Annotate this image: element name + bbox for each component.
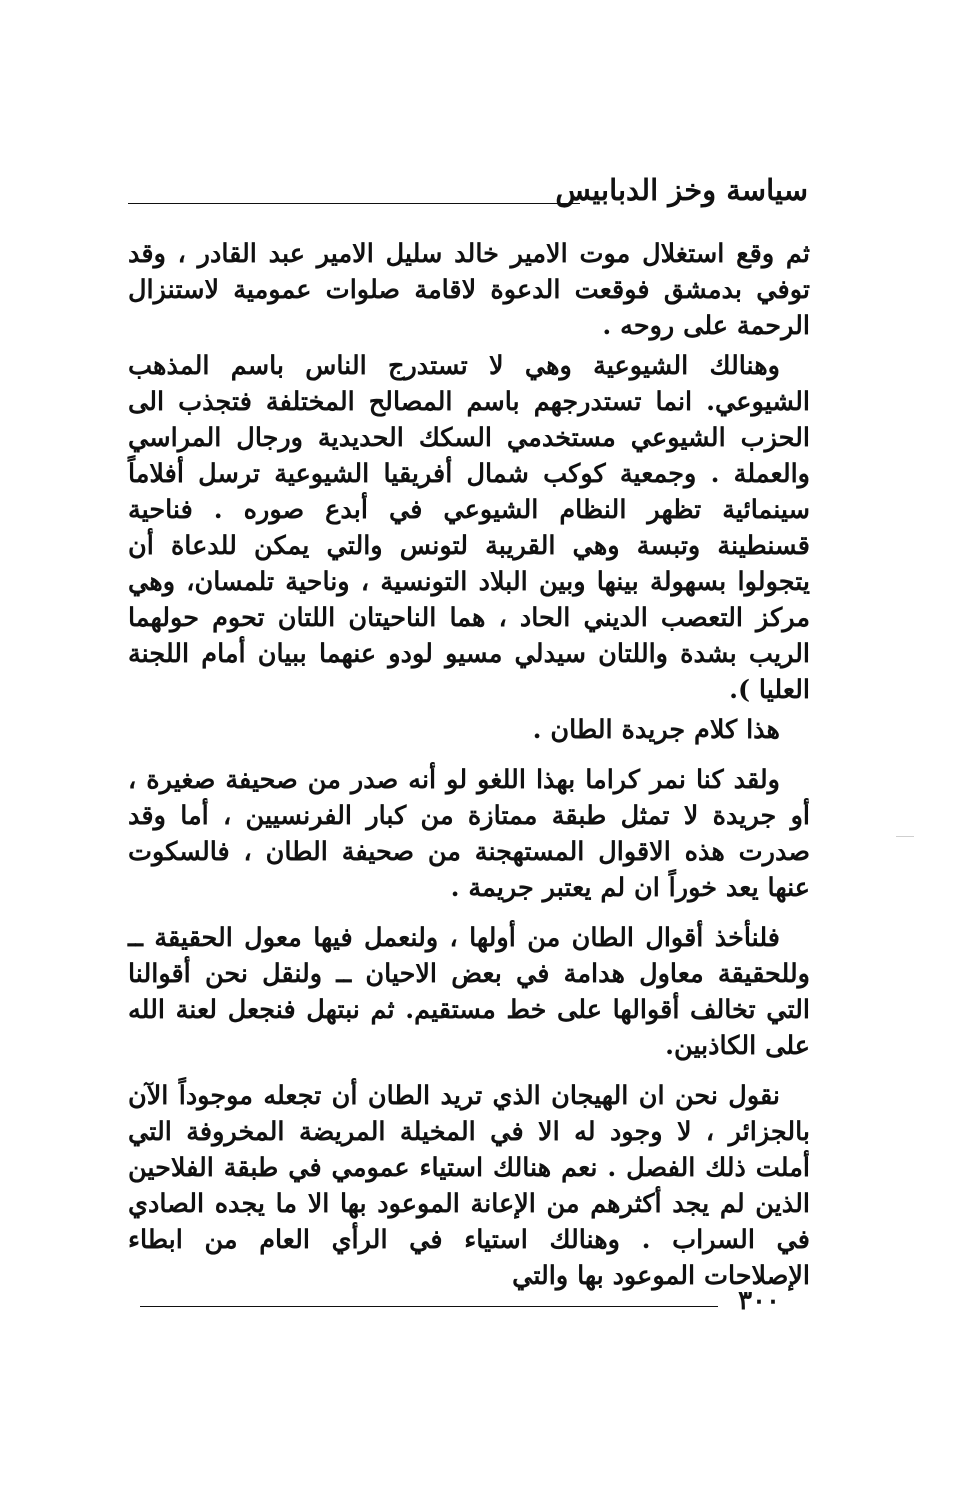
paragraph: نقول نحن ان الهيجان الذي تريد الطان أن تجعله موجوداً الآن بالجزائر ، لا وجود له الا في المخيلة المريضة المخروفة التي أملت ذلك الفصل . نعم هنالك استياء عمومي في طبقة الفلاحين الذين لم يجد أكثرهم من الإعانة الموعود بها الا ما يجده الصادي في السراب . وهنالك استياء في الرأي العام من ابطاء الإصلاحات الموعود بها والتي xyxy=(128,1081,810,1291)
paragraph: ولقد كنا نمر كراما بهذا اللغو لو أنه صدر من صحيفة صغيرة ، أو جريدة لا تمثل طبقة ممتازة من كبار الفرنسيين ، أما وقد صدرت هذه الاقوال المستهجنة من صحيفة الطان ، فالسكوت عنها يعد خوراً ان لم يعتبر جريمة . xyxy=(128,765,810,903)
page-number: ٣٠٠ xyxy=(738,1286,780,1316)
page-header xyxy=(128,172,808,212)
paragraph: وهنالك الشيوعية وهي لا تستدرج الناس باسم المذهب الشيوعي. انما تستدرجهم باسم المصالح المختلفة فتجذب الى الحزب الشيوعي مستخدمي السكك الحديدية ورجال المراسي والعملة . وجمعية كوكب شمال أفريقيا الشيوعية ترسل أفلاماً سينمائية تظهر النظام الشيوعي في أبدع صوره . فناحية قسنطينة وتبسة وهي القريبة لتونس والتي يمكن للدعاة أن يتجولوا بسهولة بينها وبين البلاد التونسية ، وناحية تلمسان، وهي مركز التعصب الديني الحاد ، هما الناحيتان اللتان تحوم حولهما الريب بشدة واللتان سيدلي مسيو لودو عنهما ببيان أمام اللجنة العليا ). xyxy=(128,351,810,705)
margin-mark xyxy=(896,836,914,837)
paragraph: ثم وقع استغلال موت الامير خالد سليل الامير عبد القادر ، وقد توفي بدمشق فوقعت الدعوة لاقامة صلوات عمومية لاستنزال الرحمة على روحه . xyxy=(128,239,810,341)
paragraph: فلنأخذ أقوال الطان من أولها ، ولنعمل فيها معول الحقيقة ــ وللحقيقة معاول هدامة في بعض الاحيان ــ ولنقل نحن أقوالنا التي تخالف أقوالها على خط مستقيم. ثم نبتهل فنجعل لعنة الله على الكاذبين. xyxy=(128,923,810,1061)
footer-rule xyxy=(140,1306,718,1307)
body-text xyxy=(128,236,810,1294)
header-rule xyxy=(128,203,580,204)
paragraph: هذا كلام جريدة الطان . xyxy=(532,715,780,745)
page-footer xyxy=(140,1286,780,1316)
running-title: سياسة وخز الدبابيس xyxy=(555,173,808,207)
